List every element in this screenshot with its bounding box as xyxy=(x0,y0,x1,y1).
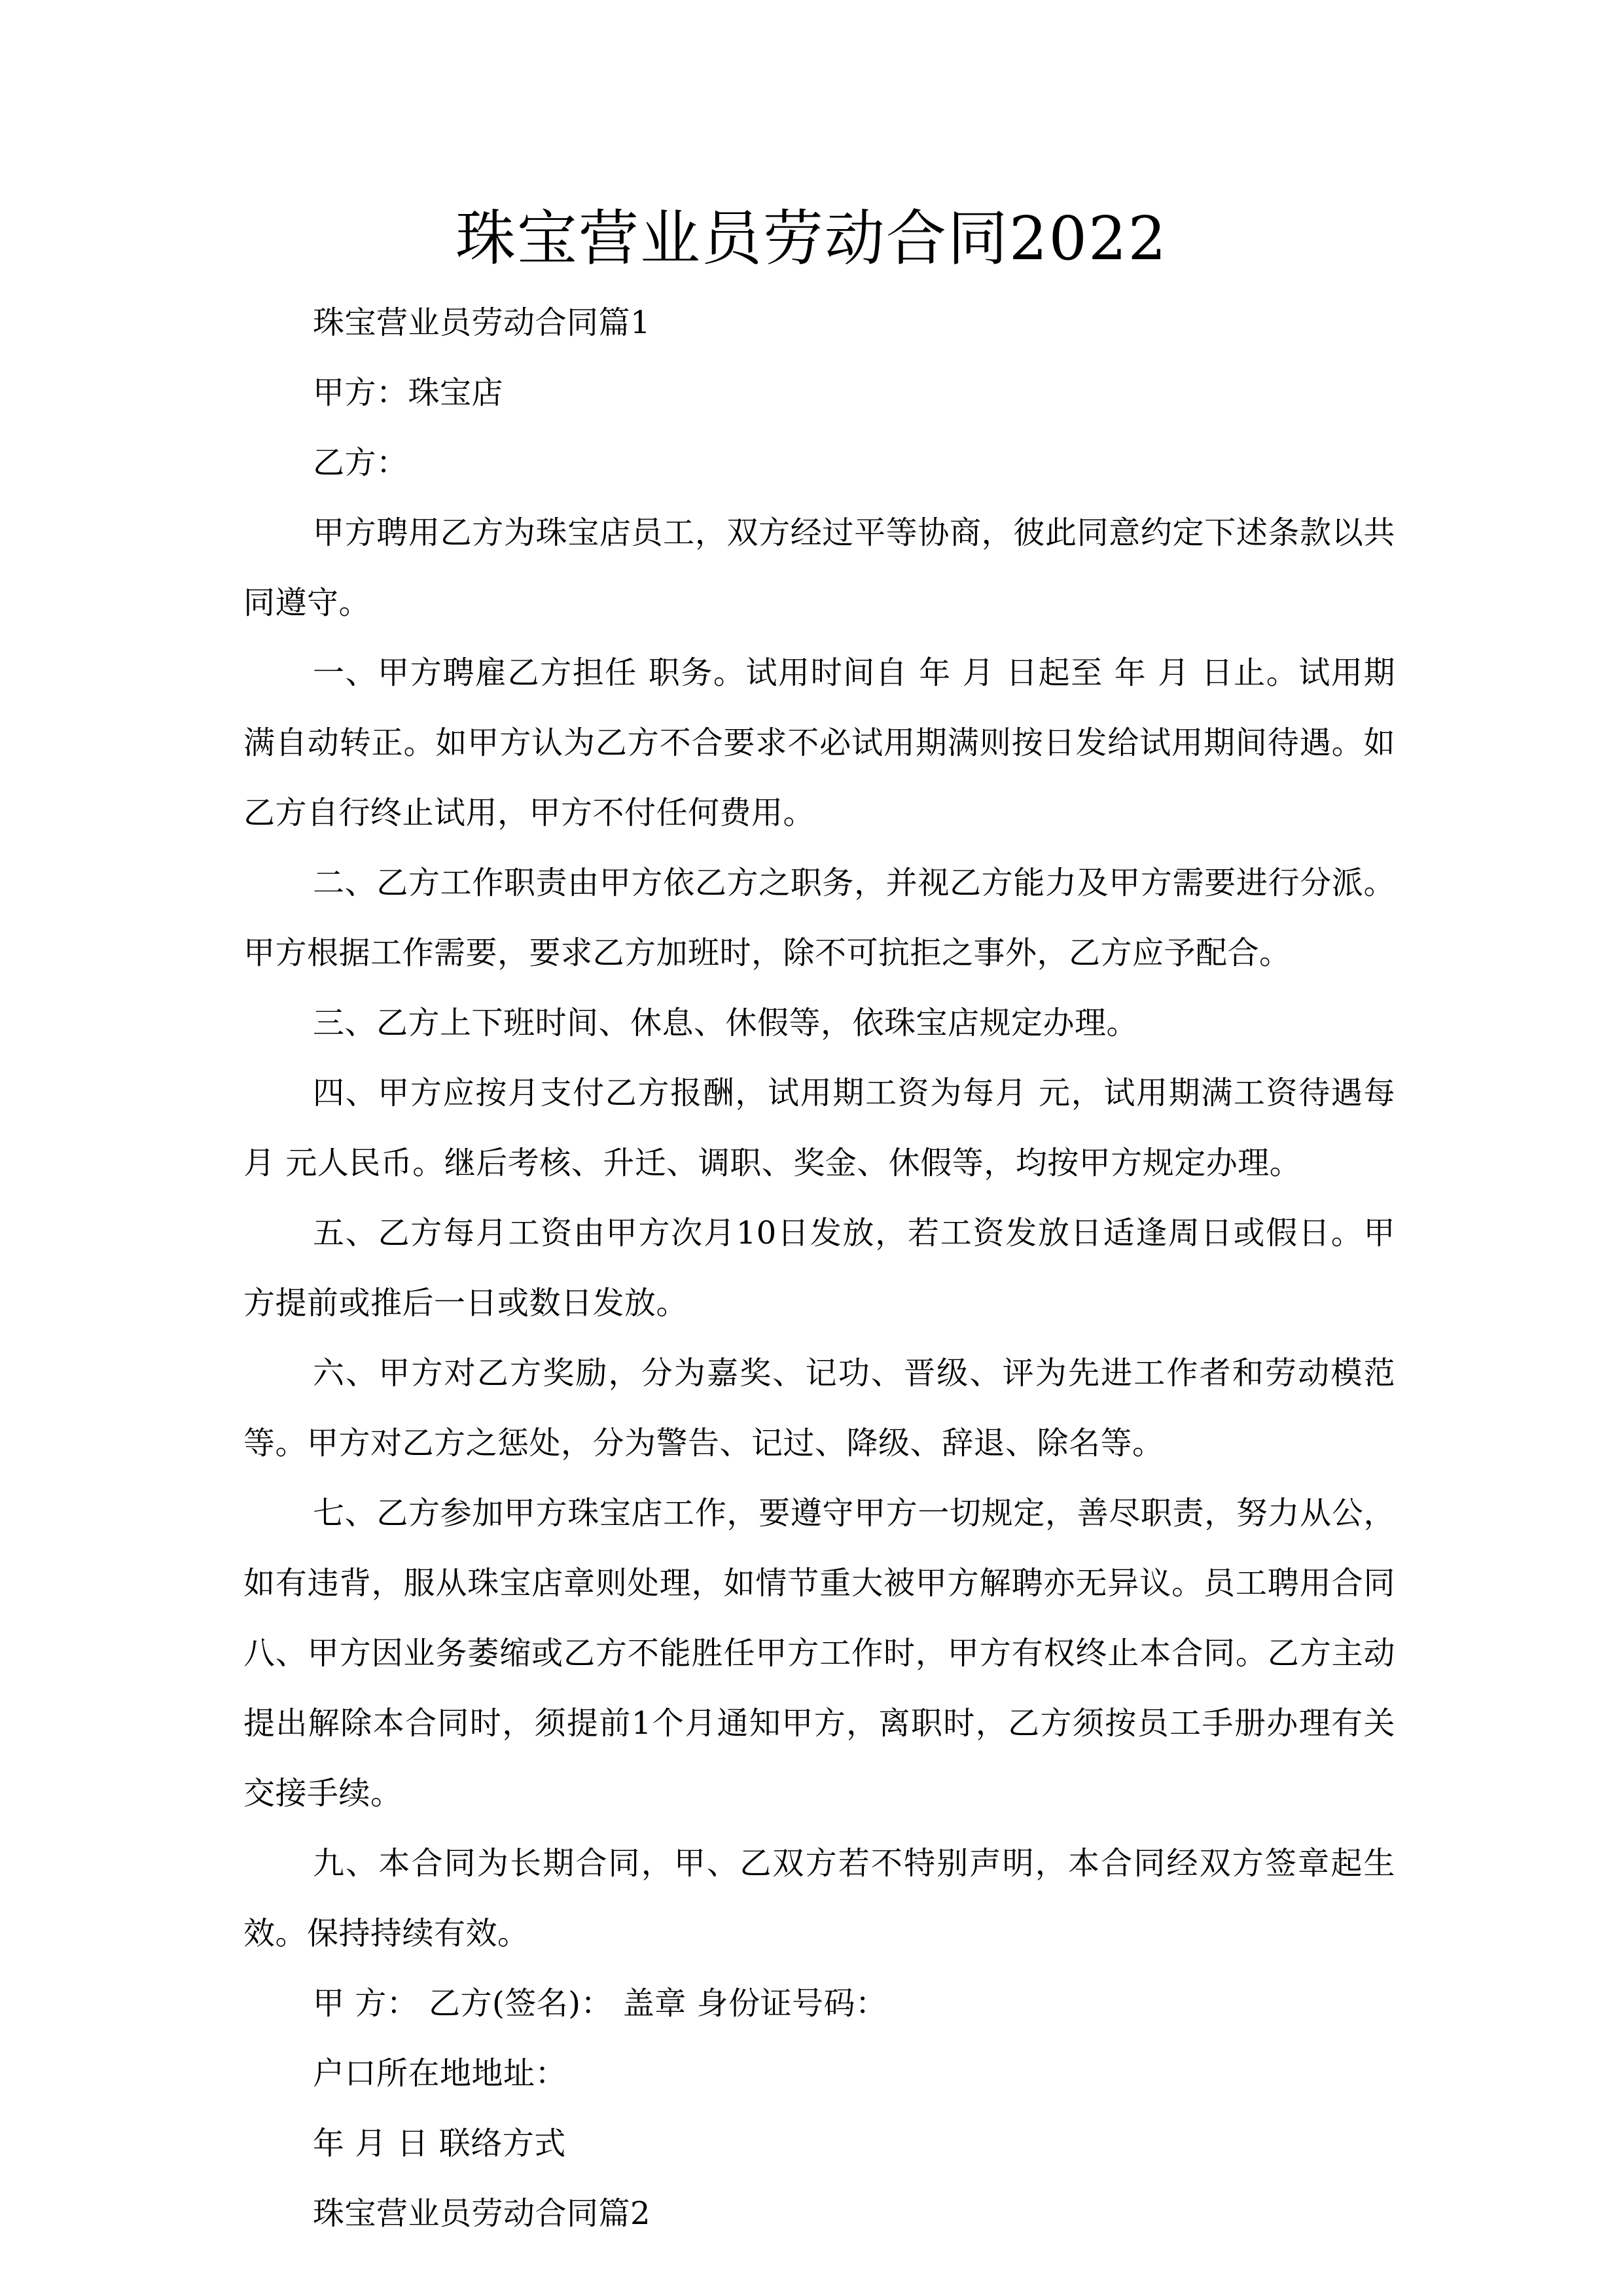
clause-3: 三、乙方上下班时间、休息、休假等，依珠宝店规定办理。 xyxy=(313,1005,1139,1041)
preamble-paragraph: 甲方聘用乙方为珠宝店员工，双方经过平等协商，彼此同意约定下述条款以共同遵守。 xyxy=(243,514,1395,621)
signature-line: 甲 方： 乙方(签名)： 盖章 身份证号码： xyxy=(313,1985,887,2022)
date-contact-line: 年 月 日 联络方式 xyxy=(313,2125,566,2162)
clause-5: 五、乙方每月工资由甲方次月10日发放，若工资发放日适逢周日或假日。甲方提前或推后一日或数日发放。 xyxy=(243,1215,1395,1321)
clause-7-8: 七、乙方参加甲方珠宝店工作，要遵守甲方一切规定，善尽职责，努力从公，如有违背，服从珠宝店章则处理，如情节重大被甲方解聘亦无异议。员工聘用合同八、甲方因业务萎缩或乙方不能胜任甲方工作时，甲方有权终止本合同。乙方主动提出解除本合同时，须提前1个月通知甲方，离职时，乙方须按员工手册办理有关交接手续。 xyxy=(243,1495,1395,1812)
party-a-line: 甲方：珠宝店 xyxy=(313,374,504,411)
clause-1: 一、甲方聘雇乙方担任 职务。试用时间自 年 月 日起至 年 月 日止。试用期满自动转正。如甲方认为乙方不合要求不必试用期满则按日发给试用期间待遇。如乙方自行终止试用，甲方不付任何费用。 xyxy=(243,655,1395,831)
document-body xyxy=(243,288,1395,2249)
address-line: 户口所在地地址： xyxy=(313,2055,567,2092)
clause-2: 二、乙方工作职责由甲方依乙方之职务，并视乙方能力及甲方需要进行分派。甲方根据工作需要，要求乙方加班时，除不可抗拒之事外，乙方应予配合。 xyxy=(243,865,1395,971)
clause-6: 六、甲方对乙方奖励，分为嘉奖、记功、晋级、评为先进工作者和劳动模范等。甲方对乙方之惩处，分为警告、记过、降级、辞退、除名等。 xyxy=(243,1355,1395,1462)
document-title: 珠宝营业员劳动合同2022 xyxy=(455,204,1168,274)
party-b-line: 乙方： xyxy=(313,444,408,481)
clause-4: 四、甲方应按月支付乙方报酬，试用期工资为每月 元，试用期满工资待遇每月 元人民币。继后考核、升迁、调职、奖金、休假等，均按甲方规定办理。 xyxy=(243,1075,1395,1181)
section-heading-part-2: 珠宝营业员劳动合同篇2 xyxy=(313,2195,651,2232)
section-heading-part-1: 珠宝营业员劳动合同篇1 xyxy=(313,304,651,341)
clause-9: 九、本合同为长期合同，甲、乙双方若不特别声明，本合同经双方签章起生效。保持持续有效。 xyxy=(243,1845,1395,1952)
